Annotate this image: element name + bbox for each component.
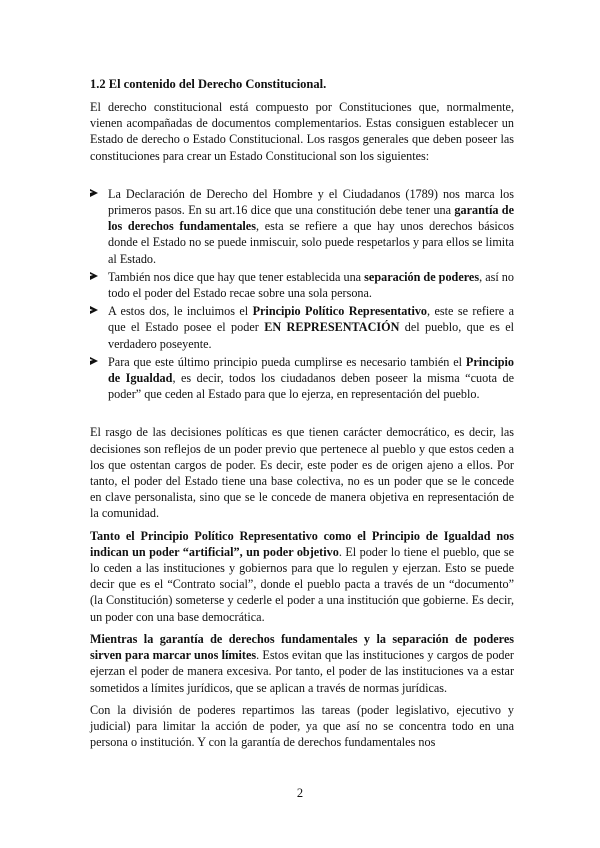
list-item-text: A estos dos, le incluimos el xyxy=(108,304,253,319)
arrow-bullet-icon xyxy=(90,306,98,314)
arrow-bullet-icon xyxy=(90,357,98,365)
page-number: 2 xyxy=(296,786,304,800)
artificial-power-paragraph xyxy=(90,528,514,625)
list-item-text: , así no todo el poder del Estado recae sobre una sola persona. xyxy=(108,269,514,301)
list-item-text: , esta se refiere a que hay unos derechos básicos donde el Estado no se puede inmiscuir, solo puede respetarlos y para ellos se limita al Estado. xyxy=(108,219,514,266)
list-item-emphasis: EN REPRESENTACIÓN xyxy=(264,320,400,335)
list-item-text: La Declaración de Derecho del Hombre y el Ciudadanos (1789) nos marca los primeros pasos. En su art.16 dice que una constitución debe tener una xyxy=(108,186,514,218)
list-item-emphasis: Principio de Igualdad xyxy=(108,354,514,386)
list-item-emphasis: separación de poderes xyxy=(364,269,480,284)
list-item-text: del pueblo, que es el verdadero poseyente. xyxy=(108,320,514,351)
limits-paragraph xyxy=(90,631,514,696)
section-heading: 1.2 El contenido del Derecho Constitucional. xyxy=(90,77,327,91)
democratic-character-paragraph: El rasgo de las decisiones políticas es que tienen carácter democrático, es decir, las decisiones son reflejos de un poder previo que pertenece al pueblo y que estos ceden a los que ostentan cargos de poder. Es decir, este poder es de origen ajeno a ellos. Por tanto, el poder del Estado tiene una base colectiva, no es un poder que se le concede en clave personalista, sino que se le concede de manera objetiva en representación de la comunidad. xyxy=(90,425,514,521)
list-item-text: Para que este último principio pueda cumplirse es necesario también el xyxy=(108,354,466,369)
paragraph-text: . Estos evitan que las instituciones y cargos de poder ejerzan el poder de manera excesiva. Por tanto, el poder de las instituciones va a estar sometidos a límites jurídicos, que se aplican a través de normas jurídicas. xyxy=(90,648,514,695)
paragraph-text: . El poder lo tiene el pueblo, que se lo ceden a las instituciones y gobiernos para que lo regulen y ejerzan. Esto se puede decir que es el “Contrato social”, donde el pueblo pacta a través de un “documento” (la Constitución) someterse y cederle el poder a una institución que gobierne. Es decir, un poder con una base democrática. xyxy=(90,544,514,624)
paragraph-emphasis: Tanto el Principio Político Representativo como el Principio de Igualdad nos indican un poder “artificial”, un poder objetivo xyxy=(90,528,514,559)
division-of-powers-paragraph: Con la división de poderes repartimos las tareas (poder legislativo, ejecutivo y judicial) para limitar la acción de poder, ya que así no se concentra todo en una persona o institución. Y con la garantía de derechos fundamentales nos xyxy=(90,702,514,750)
list-item xyxy=(90,186,514,267)
list-item xyxy=(90,354,514,403)
list-item xyxy=(90,303,514,352)
page-content xyxy=(90,76,514,750)
list-item-text: , es decir, todos los ciudadanos deben poseer la misma “cuota de poder” que ceden al Estado para que lo ejerza, en representación del pueblo. xyxy=(108,371,514,402)
paragraph-emphasis: Mientras la garantía de derechos fundamentales y la separación de poderes sirven para marcar unos límites xyxy=(90,631,514,663)
arrow-bullet-icon xyxy=(90,189,98,197)
list-item xyxy=(90,269,514,301)
list-item-text: , este se refiere a que el Estado posee el poder xyxy=(108,304,514,335)
list-item-emphasis: garantía de los derechos fundamentales xyxy=(108,203,514,234)
list-item-emphasis: Principio Político Representativo xyxy=(252,304,428,319)
list-item-text: También nos dice que hay que tener establecida una xyxy=(108,269,365,284)
intro-paragraph: El derecho constitucional está compuesto por Constituciones que, normalmente, vienen acompañadas de documentos complementarios. Estas consiguen establecer un Estado de derecho o Estado Constitucional. Los rasgos generales que deben poseer las constituciones para crear un Estado Constitucional son los siguientes: xyxy=(90,100,514,163)
arrow-bullet-icon xyxy=(90,272,98,280)
constitutional-features-list xyxy=(90,186,514,403)
